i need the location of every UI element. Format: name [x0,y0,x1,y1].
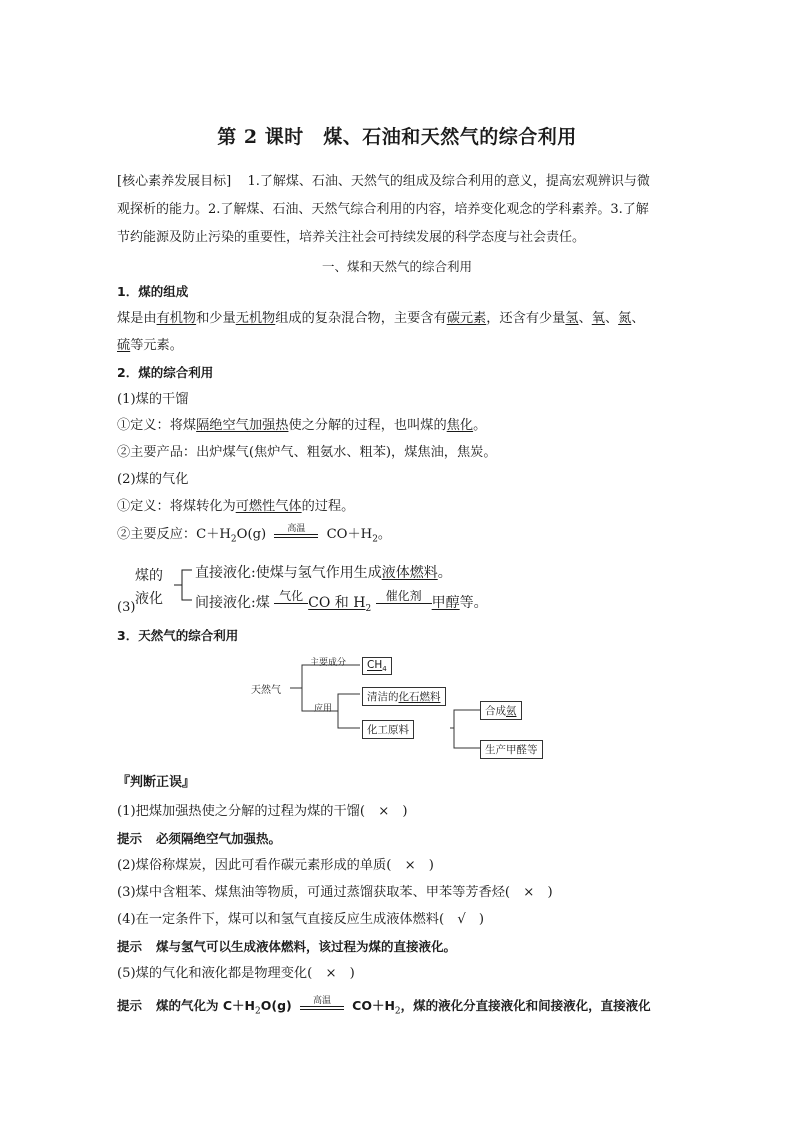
branch-main-component: 主要成分 [310,658,347,668]
judge-q4: (4)在一定条件下，煤可以和氢气直接反应生成液体燃料( √ ) [117,912,485,927]
indirect-liquefaction: 间接液化:煤 气化 CO 和 $H_2$ 催化剂 甲醇等。 [195,589,488,614]
dry-distillation-definition: ①定义：将煤隔绝空气加强热使之分解的过程，也叫煤的焦化。 [117,418,487,433]
heading-natural-gas: 3．天然气的综合利用 [117,628,239,643]
goals-label: [核心素养发展目标] [117,174,232,189]
direct-liquefaction: 直接液化:使煤与氢气作用生成液体燃料。 [195,565,452,581]
page-title: 第 2 课时 煤、石油和天然气的综合利用 [217,126,577,148]
branch-application: 应用 [314,704,333,714]
judge-heading: 『判断正误』 [117,775,196,790]
goals-line-2: 观探析的能力。2.了解煤、石油、天然气综合利用的内容，培养变化观念的学科素养。3.了解 [117,202,649,217]
dry-distillation-heading: (1)煤的干馏 [117,392,189,407]
box-clean-fuel: 清洁的化石燃料 [362,687,446,706]
judge-q1: (1)把煤加强热使之分解的过程为煤的干馏( × ) [117,804,408,819]
judge-q2: (2)煤俗称煤炭，因此可看作碳元素形成的单质( × ) [117,858,434,873]
judge-q3: (3)煤中含粗苯、煤焦油等物质，可通过蒸馏获取苯、甲苯等芳香烃( × ) [117,885,553,900]
liquefaction-brace [172,566,194,606]
section-heading: 一、煤和天然气的综合利用 [321,259,472,274]
heading-coal-utilization: 2．煤的综合利用 [117,365,214,380]
goals-line-3: 节约能源及防止污染的重要性，培养关注社会可持续发展的科学态度与社会责任。 [117,230,586,245]
natural-gas-root: 天然气 [251,685,281,696]
goals-line-1: [核心素养发展目标] 1.了解煤、石油、天然气的组成及综合利用的意义，提高宏观辨识与微 [117,174,650,189]
gasification-definition: ①定义：将煤转化为可燃性气体的过程。 [117,499,355,514]
heading-coal-composition: 1．煤的组成 [117,284,189,299]
gasification-reaction: ②主要反应：$C+H_2O(g)$ 高温 $CO+H_2$。 [117,523,392,545]
gasification-heading: (2)煤的气化 [117,472,189,487]
judge-hint-5: 提示 煤的气化为 $C+H_2O(g)$ 高温 $CO+H_2$，煤的液化分直接液化和间接液化，直接液化 [117,995,651,1017]
box-ch4: $CH_4$ [362,657,392,675]
coal-composition-line-1: 煤是由有机物和少量无机物组成的复杂混合物，主要含有碳元素，还含有少量氢、氧、氮、 [117,311,645,326]
judge-hint-1: 提示 必须隔绝空气加强热。 [117,831,282,846]
box-ammonia: 合成氨 [480,701,522,720]
box-formaldehyde: 生产甲醛等 [480,740,543,759]
coal-composition-line-2: 硫等元素。 [117,338,183,353]
box-chemical-raw-material: 化工原料 [362,720,414,739]
judge-hint-4: 提示 煤与氢气可以生成液体燃料，该过程为煤的直接液化。 [117,939,457,954]
dry-distillation-products: ②主要产品：出炉煤气(焦炉气、粗氨水、粗苯)，煤焦油，焦炭。 [117,445,497,460]
judge-q5: (5)煤的气化和液化都是物理变化( × ) [117,966,355,981]
reaction-arrow: 高温 [274,524,318,538]
